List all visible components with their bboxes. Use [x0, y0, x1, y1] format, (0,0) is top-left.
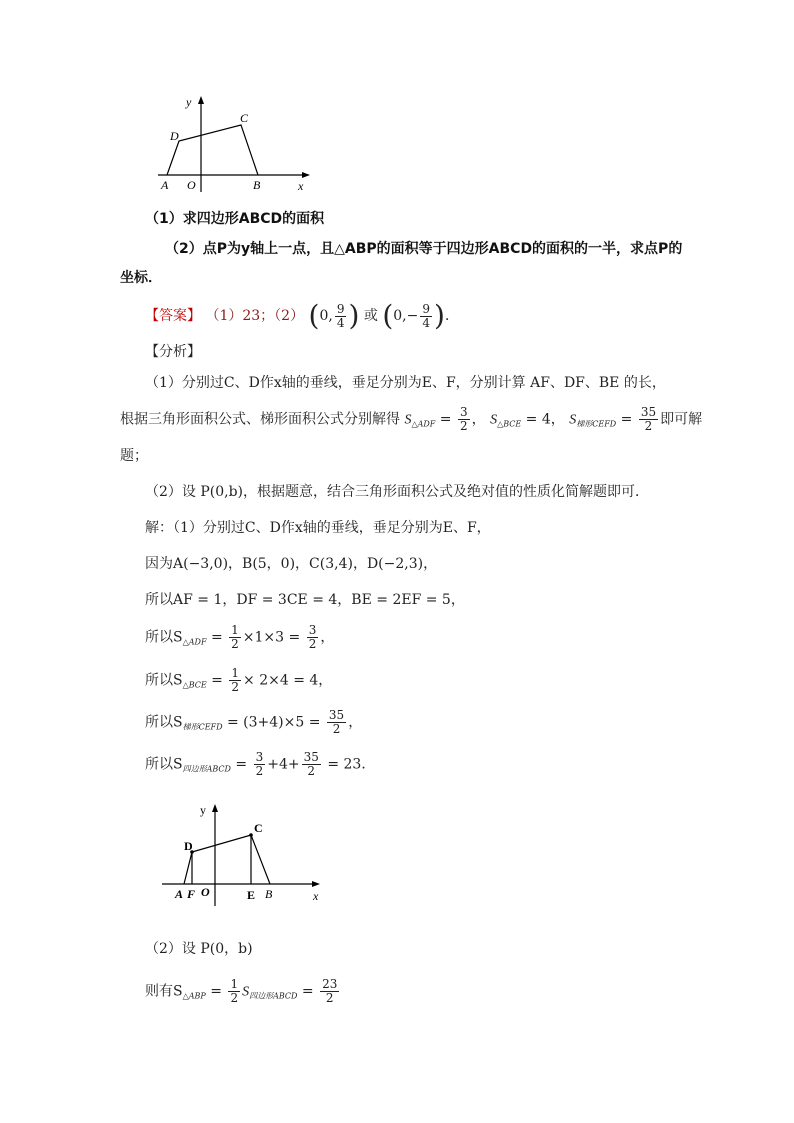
solution-line6: 所以$S_{梯形CEFD} = (3+4)\times 5$ = $\frac{35}{2}$ ，	[145, 708, 363, 736]
solution-line3: 所以AF = 1，DF = 3CE = 4，BE = 2EF = 5，	[145, 592, 465, 608]
question-1: （1）求四边形ABCD的面积	[145, 211, 325, 227]
question-2-line1: （2）点P为y轴上一点，且△ABP的面积等于四边形ABCD的面积的一半，求点P的	[165, 241, 683, 257]
point-2-a: 0,−	[393, 308, 419, 324]
fraction-neg-9-4: $\frac{9}{4}$	[422, 301, 430, 330]
answer-or: 或	[363, 308, 378, 324]
label-y-2: y	[200, 803, 206, 817]
analysis-line4: （2）设 P(0,b)，根据题意，结合三角形面积公式及绝对值的性质化简解题即可．	[145, 484, 650, 500]
solution-line1: 解：（1）分别过C、D作x轴的垂线，垂足分别为E、F，	[145, 520, 491, 536]
paren-close-2: )	[434, 299, 445, 332]
solution-line7: 所以$S_{四边形ABCD}$ = $\frac{3}{2}$ +4+ $\frac{35}{2}$ = 23．	[145, 750, 376, 778]
label-x-2: x	[313, 889, 319, 903]
y-arrow-icon-2	[212, 804, 218, 812]
quadrilateral-abcd	[167, 125, 258, 175]
part2-line1: （2）设 P(0，b)	[145, 941, 253, 957]
analysis-line2: 根据三角形面积公式、梯形面积公式分别解得 $S_{\triangle ADF}$ = $\frac{3}{2}$ ， $S_{\triangle BCE} = 4$， $S_{梯形CEFD}$ = $\frac{35}{2}$ 即可解	[120, 405, 703, 433]
paren-open-2: (	[382, 299, 394, 332]
paren-close-1: )	[348, 299, 360, 332]
answer-end: ．	[444, 308, 459, 324]
analysis-tag: 【分析】	[145, 344, 201, 360]
label-B: B	[253, 178, 261, 192]
solution-line5: 所以$S_{\triangle BCE}$ = $\frac{1}{2}$ × 2×4 = 4，	[145, 666, 333, 694]
solution-line2: 因为A(−3,0)，B(5，0)，C(3,4)，D(−2,3)，	[145, 556, 438, 572]
figure-quadrilateral-with-perpendiculars	[158, 800, 338, 910]
x-arrow-icon	[302, 172, 310, 178]
figure-quadrilateral	[150, 92, 320, 197]
analysis-line1: （1）分别过C、D作x轴的垂线，垂足分别为E、F，分别计算 AF、DF、BE 的长，	[145, 375, 666, 391]
label-E-2: E	[247, 888, 256, 902]
answer-part1: （1）23；（2）	[205, 308, 305, 324]
label-B-2: B	[265, 887, 273, 901]
fraction-3-2: $\frac{3}{2}$	[460, 405, 468, 433]
label-C-2: C	[254, 821, 263, 835]
x-arrow-icon-2	[312, 881, 320, 887]
part2-line2: 则有$S_{\triangle ABP}$ = $\frac{1}{2}$ $S_{四边形ABCD}$ = $\frac{23}{2}$	[145, 977, 338, 1005]
solution-line4: 所以$S_{\triangle ADF}$ = $\frac{1}{2}$ ×1×3 = $\frac{3}{2}$ ，	[145, 623, 335, 651]
label-F-2: F	[187, 887, 196, 901]
answer-tag: 【答案】	[145, 308, 201, 324]
answer-line	[145, 299, 459, 332]
fraction-35-2: $\frac{35}{2}$	[640, 405, 657, 433]
point-1-a: 0,	[319, 308, 333, 324]
quadrilateral-abcd-2	[184, 835, 270, 884]
label-C: C	[240, 111, 249, 125]
question-2-line2: 坐标．	[120, 270, 162, 286]
analysis-line3: 题；	[120, 448, 148, 464]
label-D: D	[170, 129, 179, 143]
label-O: O	[187, 178, 196, 192]
label-A-2: A	[175, 887, 184, 901]
label-x: x	[298, 179, 304, 193]
label-O-2: O	[201, 885, 210, 899]
label-A: A	[161, 178, 169, 192]
paren-open-1: (	[308, 299, 320, 332]
fraction-9-4: $\frac{9}{4}$	[336, 301, 345, 330]
label-y: y	[186, 95, 192, 109]
label-D-2: D	[184, 839, 193, 853]
y-arrow-icon	[198, 96, 204, 104]
point-c	[249, 833, 253, 837]
